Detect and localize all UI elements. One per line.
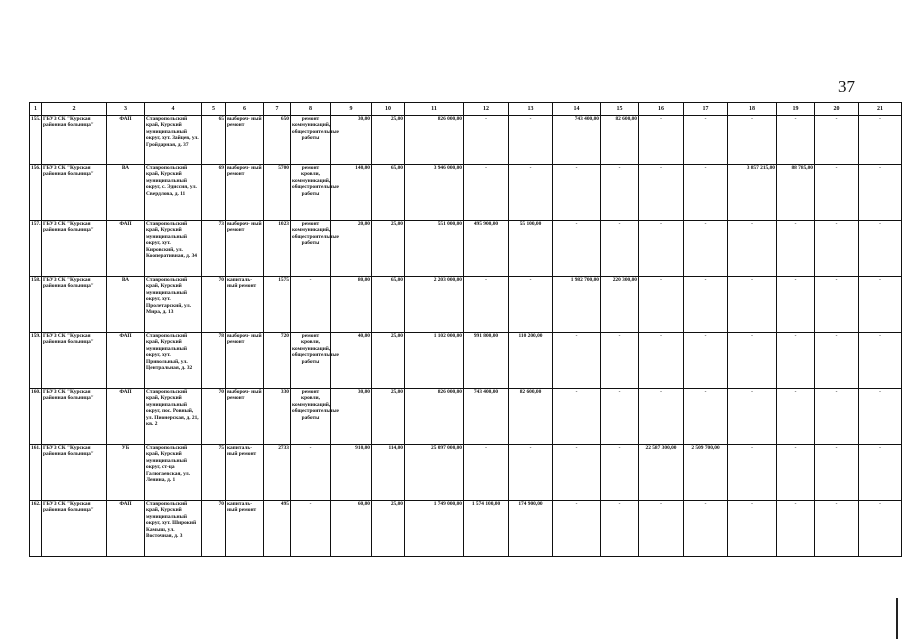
cell-13: - xyxy=(509,445,553,501)
table-row xyxy=(30,445,902,501)
cell-14: - xyxy=(553,165,601,221)
cell-18: 3 857 215,00 xyxy=(728,165,777,221)
cell-18: - xyxy=(728,277,777,333)
cell-10: 25,00 xyxy=(372,389,405,445)
institution: ГБУЗ СК "Курская районная больница" xyxy=(42,277,107,333)
institution: ГБУЗ СК "Курская районная больница" xyxy=(42,221,107,277)
cell-13: 82 600,00 xyxy=(509,389,553,445)
facility-type: ВА xyxy=(107,165,145,221)
column-number-3: 3 xyxy=(107,103,145,116)
cell-9: 20,00 xyxy=(331,221,372,277)
row-number: 160. xyxy=(30,389,42,445)
column-number-17: 17 xyxy=(684,103,728,116)
cell-9: 910,00 xyxy=(331,445,372,501)
cell-10: 25,00 xyxy=(372,333,405,389)
cell-19: - xyxy=(777,116,815,165)
institution: ГБУЗ СК "Курская районная больница" xyxy=(42,116,107,165)
cell-9: 80,00 xyxy=(331,277,372,333)
column-number-15: 15 xyxy=(601,103,639,116)
column-number-6: 6 xyxy=(226,103,264,116)
cell-16: - xyxy=(639,333,684,389)
address: Ставропольский край, Курский муниципальный округ, хут. Зайцев, ул. Гройдарная, д. 37 xyxy=(145,116,202,165)
cell-13: - xyxy=(509,116,553,165)
work-type: капиталь- ный ремонт xyxy=(226,445,264,501)
area: 2733 xyxy=(264,445,291,501)
work-type: выбороч- ный ремонт xyxy=(226,389,264,445)
cell-13: 174 900,00 xyxy=(509,501,553,557)
cell-21: - xyxy=(859,221,902,277)
area: 720 xyxy=(264,333,291,389)
work-description: ремонт коммуникаций, общестроительные работы xyxy=(291,116,331,165)
cell-17: - xyxy=(684,165,728,221)
work-description: ремонт кровли, коммуникаций, общестроительные работы xyxy=(291,389,331,445)
cell-19: - xyxy=(777,445,815,501)
table-row xyxy=(30,333,902,389)
cell-18: - xyxy=(728,333,777,389)
cell-19: 88 785,00 xyxy=(777,165,815,221)
work-description: - xyxy=(291,501,331,557)
address: Ставропольский край, Курский муниципальный округ, хут. Пролетарский, ул. Мира, д. 13 xyxy=(145,277,202,333)
column-number-8: 8 xyxy=(291,103,331,116)
cell-20: - xyxy=(815,116,859,165)
row-number: 159. xyxy=(30,333,42,389)
cell-17: - xyxy=(684,277,728,333)
cell-20: - xyxy=(815,501,859,557)
cell-13: - xyxy=(509,277,553,333)
cell-15: - xyxy=(601,501,639,557)
cell-5: 65 xyxy=(202,116,226,165)
column-number-10: 10 xyxy=(372,103,405,116)
total-cost: 2 203 000,00 xyxy=(405,277,464,333)
cell-20: - xyxy=(815,445,859,501)
work-type: выбороч- ный ремонт xyxy=(226,221,264,277)
row-number: 158. xyxy=(30,277,42,333)
cell-18: - xyxy=(728,221,777,277)
cell-19: - xyxy=(777,501,815,557)
scan-edge-mark xyxy=(896,598,898,639)
cell-15: - xyxy=(601,221,639,277)
cell-10: 25,00 xyxy=(372,116,405,165)
cell-19: - xyxy=(777,389,815,445)
area: 330 xyxy=(264,389,291,445)
facility-type: ФАП xyxy=(107,501,145,557)
cell-13: - xyxy=(509,165,553,221)
cell-19: - xyxy=(777,277,815,333)
work-type: капиталь- ный ремонт xyxy=(226,277,264,333)
total-cost: 1 102 000,00 xyxy=(405,333,464,389)
address: Ставропольский край, Курский муниципальный округ, ст-ца Галюгаевская, ул. Ленина, д. 1 xyxy=(145,445,202,501)
cell-17: - xyxy=(684,333,728,389)
cell-20: - xyxy=(815,221,859,277)
total-cost: 1 749 000,00 xyxy=(405,501,464,557)
cell-16: - xyxy=(639,501,684,557)
cell-16: - xyxy=(639,221,684,277)
cell-21: - xyxy=(859,389,902,445)
total-cost: 826 000,00 xyxy=(405,116,464,165)
cell-18: - xyxy=(728,501,777,557)
cell-16: 22 587 300,00 xyxy=(639,445,684,501)
cell-15: 82 600,00 xyxy=(601,116,639,165)
cell-14: 743 400,00 xyxy=(553,116,601,165)
work-type: выбороч- ный ремонт xyxy=(226,165,264,221)
column-number-14: 14 xyxy=(553,103,601,116)
table-row xyxy=(30,116,902,165)
area: 1023 xyxy=(264,221,291,277)
facility-type: ФАП xyxy=(107,389,145,445)
column-number-18: 18 xyxy=(728,103,777,116)
column-number-12: 12 xyxy=(464,103,509,116)
cell-5: 73 xyxy=(202,221,226,277)
cell-9: 140,00 xyxy=(331,165,372,221)
column-number-13: 13 xyxy=(509,103,553,116)
facility-type: ВА xyxy=(107,277,145,333)
cell-19: - xyxy=(777,221,815,277)
total-cost: 25 097 000,00 xyxy=(405,445,464,501)
cell-12: 991 800,00 xyxy=(464,333,509,389)
cell-12: - xyxy=(464,277,509,333)
table-row xyxy=(30,389,902,445)
column-number-11: 11 xyxy=(405,103,464,116)
institution: ГБУЗ СК "Курская районная больница" xyxy=(42,165,107,221)
cell-18: - xyxy=(728,116,777,165)
cell-12: 743 400,00 xyxy=(464,389,509,445)
table-row xyxy=(30,277,902,333)
column-number-1: 1 xyxy=(30,103,42,116)
cell-21: - xyxy=(859,277,902,333)
cell-16: - xyxy=(639,116,684,165)
cell-14: - xyxy=(553,221,601,277)
cell-10: 114,00 xyxy=(372,445,405,501)
cell-14: - xyxy=(553,389,601,445)
work-description: ремонт кровли, коммуникаций, общестроительные работы xyxy=(291,165,331,221)
cell-5: 75 xyxy=(202,445,226,501)
cell-12: 1 574 100,00 xyxy=(464,501,509,557)
total-cost: 551 000,00 xyxy=(405,221,464,277)
row-number: 156. xyxy=(30,165,42,221)
facility-type: ФАП xyxy=(107,333,145,389)
column-number-20: 20 xyxy=(815,103,859,116)
column-number-9: 9 xyxy=(331,103,372,116)
table-row xyxy=(30,221,902,277)
address: Ставропольский край, Курский муниципальный округ, пос. Ровный, ул. Пионерская, д. 21, кв. 2 xyxy=(145,389,202,445)
cell-17: - xyxy=(684,116,728,165)
cell-12: - xyxy=(464,445,509,501)
cell-5: 78 xyxy=(202,333,226,389)
institution: ГБУЗ СК "Курская районная больница" xyxy=(42,333,107,389)
work-type: выбороч- ный ремонт xyxy=(226,333,264,389)
row-number: 157. xyxy=(30,221,42,277)
cell-15: - xyxy=(601,333,639,389)
cell-14: - xyxy=(553,501,601,557)
column-number-4: 4 xyxy=(145,103,202,116)
cell-10: 25,00 xyxy=(372,221,405,277)
cell-10: 65,00 xyxy=(372,165,405,221)
repair-program-table xyxy=(29,102,902,557)
cell-15: - xyxy=(601,445,639,501)
cell-15: - xyxy=(601,389,639,445)
institution: ГБУЗ СК "Курская районная больница" xyxy=(42,501,107,557)
cell-20: - xyxy=(815,389,859,445)
cell-5: 70 xyxy=(202,277,226,333)
cell-21: - xyxy=(859,165,902,221)
cell-9: 60,00 xyxy=(331,501,372,557)
cell-12: - xyxy=(464,165,509,221)
cell-19: - xyxy=(777,333,815,389)
cell-17: - xyxy=(684,389,728,445)
work-type: капиталь- ный ремонт xyxy=(226,501,264,557)
row-number: 162. xyxy=(30,501,42,557)
cell-17: 2 509 700,00 xyxy=(684,445,728,501)
work-description: - xyxy=(291,277,331,333)
cell-15: 220 300,00 xyxy=(601,277,639,333)
work-type: выбороч- ный ремонт xyxy=(226,116,264,165)
address: Ставропольский край, Курский муниципальный округ, с. Эдиссия, ул. Свердлова, д. 11 xyxy=(145,165,202,221)
facility-type: УБ xyxy=(107,445,145,501)
column-number-row xyxy=(30,103,902,116)
work-description: ремонт кровли, коммуникаций, общестроительные работы xyxy=(291,333,331,389)
cell-5: 70 xyxy=(202,389,226,445)
cell-16: - xyxy=(639,389,684,445)
cell-9: 30,00 xyxy=(331,389,372,445)
cell-13: 110 200,00 xyxy=(509,333,553,389)
cell-16: - xyxy=(639,277,684,333)
cell-17: - xyxy=(684,501,728,557)
cell-10: 65,00 xyxy=(372,277,405,333)
cell-14: 1 982 700,00 xyxy=(553,277,601,333)
column-number-7: 7 xyxy=(264,103,291,116)
area: 495 xyxy=(264,501,291,557)
column-number-21: 21 xyxy=(859,103,902,116)
area: 5700 xyxy=(264,165,291,221)
cell-12: 495 900,00 xyxy=(464,221,509,277)
cell-21: - xyxy=(859,116,902,165)
area: 1575 xyxy=(264,277,291,333)
institution: ГБУЗ СК "Курская районная больница" xyxy=(42,445,107,501)
total-cost: 826 000,00 xyxy=(405,389,464,445)
address: Ставропольский край, Курский муниципальный округ, хут. Привольный, ул. Центральная, д. 32 xyxy=(145,333,202,389)
cell-13: 55 100,00 xyxy=(509,221,553,277)
work-description: - xyxy=(291,445,331,501)
work-description: ремонт коммуникаций, общестроительные работы xyxy=(291,221,331,277)
cell-21: - xyxy=(859,445,902,501)
cell-20: - xyxy=(815,165,859,221)
facility-type: ФАП xyxy=(107,221,145,277)
cell-20: - xyxy=(815,277,859,333)
cell-18: - xyxy=(728,445,777,501)
table-row xyxy=(30,165,902,221)
cell-18: - xyxy=(728,389,777,445)
facility-type: ФАП xyxy=(107,116,145,165)
cell-14: - xyxy=(553,445,601,501)
page-number: 37 xyxy=(838,77,855,96)
cell-15: - xyxy=(601,165,639,221)
address: Ставропольский край, Курский муниципальный округ, хут. Кировский, ул. Кооперативная, д. 34 xyxy=(145,221,202,277)
cell-17: - xyxy=(684,221,728,277)
column-number-5: 5 xyxy=(202,103,226,116)
cell-16: - xyxy=(639,165,684,221)
total-cost: 3 946 000,00 xyxy=(405,165,464,221)
column-number-16: 16 xyxy=(639,103,684,116)
cell-10: 25,00 xyxy=(372,501,405,557)
cell-21: - xyxy=(859,501,902,557)
table-row xyxy=(30,501,902,557)
cell-9: 30,00 xyxy=(331,116,372,165)
cell-20: - xyxy=(815,333,859,389)
row-number: 155. xyxy=(30,116,42,165)
area: 650 xyxy=(264,116,291,165)
cell-12: - xyxy=(464,116,509,165)
cell-14: - xyxy=(553,333,601,389)
address: Ставропольский край, Курский муниципальный округ, хут. Широкий Камыш, ул. Восточная, д. 3 xyxy=(145,501,202,557)
column-number-19: 19 xyxy=(777,103,815,116)
row-number: 161. xyxy=(30,445,42,501)
column-number-2: 2 xyxy=(42,103,107,116)
cell-5: 70 xyxy=(202,501,226,557)
institution: ГБУЗ СК "Курская районная больница" xyxy=(42,389,107,445)
cell-5: 69 xyxy=(202,165,226,221)
cell-9: 40,00 xyxy=(331,333,372,389)
cell-21: - xyxy=(859,333,902,389)
